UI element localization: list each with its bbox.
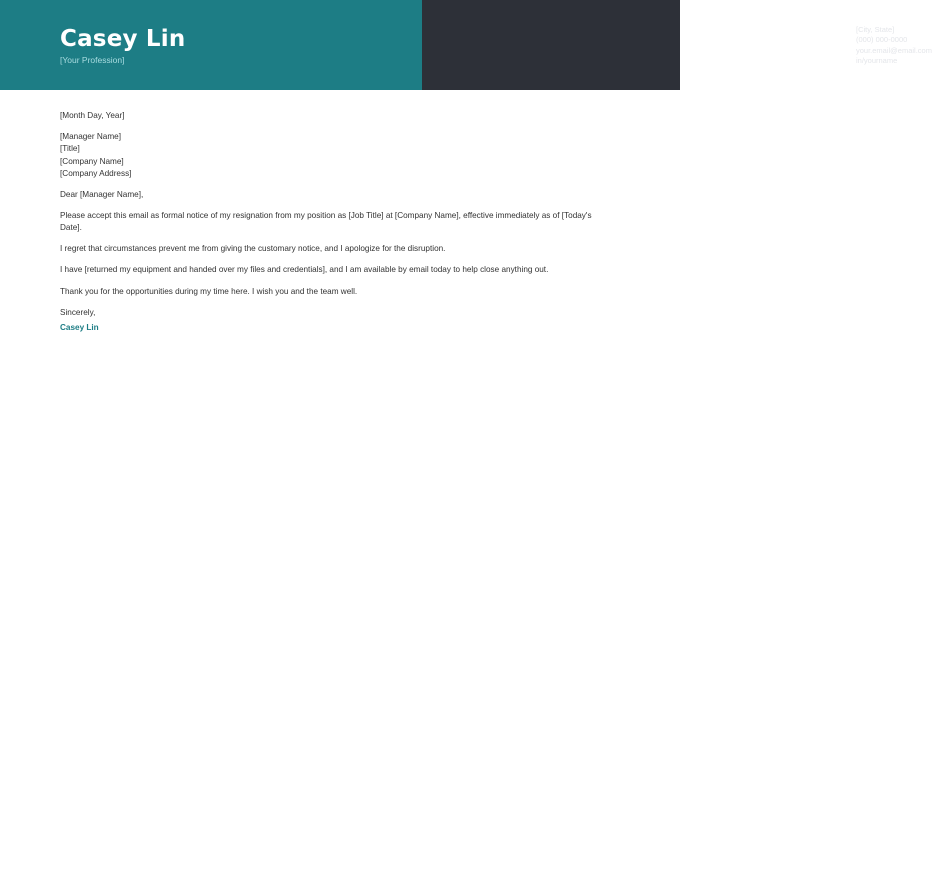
applicant-name: Casey Lin <box>60 26 186 52</box>
letter-paragraph: I have [returned my equipment and handed over my files and credentials], and I am available by email today to help close anything out. <box>60 265 549 275</box>
recipient-title: [Title] <box>60 144 80 154</box>
contact-list <box>856 25 932 66</box>
header-contact-panel <box>422 0 932 90</box>
recipient-company-address: [Company Address] <box>60 168 132 178</box>
contact-location: [City, State] <box>856 25 895 34</box>
applicant-profession: [Your Profession] <box>60 55 125 65</box>
contact-linkedin[interactable]: in/yourname <box>856 55 898 65</box>
contact-phone: (000) 000-0000 <box>856 35 908 45</box>
letter-paragraph: I regret that circumstances prevent me from giving the customary notice, and I apologize for the disruption. <box>60 244 446 254</box>
recipient-company-name: [Company Name] <box>60 156 124 166</box>
letter-salutation: Dear [Manager Name], <box>60 190 144 200</box>
header-name-panel <box>0 0 422 90</box>
letter-paragraph: Thank you for the opportunities during my time here. I wish you and the team well. <box>60 286 358 296</box>
letter-signature: Casey Lin <box>60 322 99 332</box>
contact-email[interactable]: your.email@email.com <box>856 45 932 55</box>
recipient-manager-name: [Manager Name] <box>60 132 121 142</box>
letter-closing: Sincerely, <box>60 307 96 317</box>
resume-header <box>0 0 932 90</box>
recipient-block <box>60 131 605 180</box>
letter-body <box>60 110 605 334</box>
letter-paragraph: Please accept this email as formal notice of my resignation from my position as [Job Title] at [Company Name], effective immediately as of [Today's Date]. <box>60 210 592 232</box>
letter-date: [Month Day, Year] <box>60 111 125 120</box>
